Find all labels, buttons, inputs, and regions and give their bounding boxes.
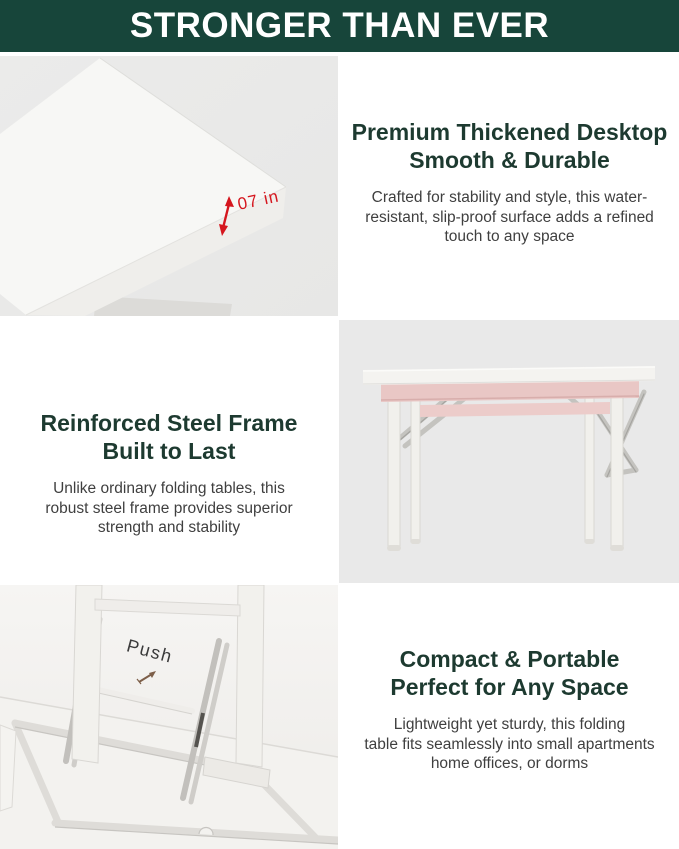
section-premium-desktop [340,56,679,316]
body-line: table fits seamlessly into small apartments [364,735,655,753]
section-heading [340,645,679,701]
heading-line: Reinforced Steel Frame [40,410,298,436]
photo-folding-mechanism [0,585,338,849]
section-body [0,479,338,538]
body-line: Crafted for stability and style, this water- [371,189,648,206]
photo-desktop-thickness [0,56,338,316]
body-line: Unlike ordinary folding tables, this [53,480,285,497]
body-line: home offices, or dorms [430,755,589,772]
body-line: touch to any space [444,228,575,245]
body-line: strength and stability [97,519,241,536]
folding-mechanism-illustration [0,585,338,849]
banner-title: STRONGER THAN EVER [129,6,550,45]
section-compact-portable [340,585,679,849]
body-line: Lightweight yet sturdy, this folding [393,716,626,733]
heading-line: Compact & Portable [399,646,620,672]
section-heading [0,409,338,465]
section-body [340,188,679,247]
section-body [340,715,679,774]
heading-line: Premium Thickened Desktop [351,119,668,145]
body-line: robust steel frame provides superior [45,499,293,517]
header-banner [0,0,679,52]
thickness-annotation: 07 in [235,186,281,214]
section-heading [340,118,679,174]
folding-table-illustration [339,320,679,583]
heading-line: Built to Last [102,438,236,464]
photo-folding-table [339,320,679,583]
push-annotation: Push [124,635,176,667]
body-line: resistant, slip-proof surface adds a refined [365,208,654,226]
heading-line: Perfect for Any Space [390,674,629,700]
heading-line: Smooth & Durable [409,147,610,173]
section-steel-frame [0,320,338,583]
desktop-corner-illustration [0,56,338,316]
